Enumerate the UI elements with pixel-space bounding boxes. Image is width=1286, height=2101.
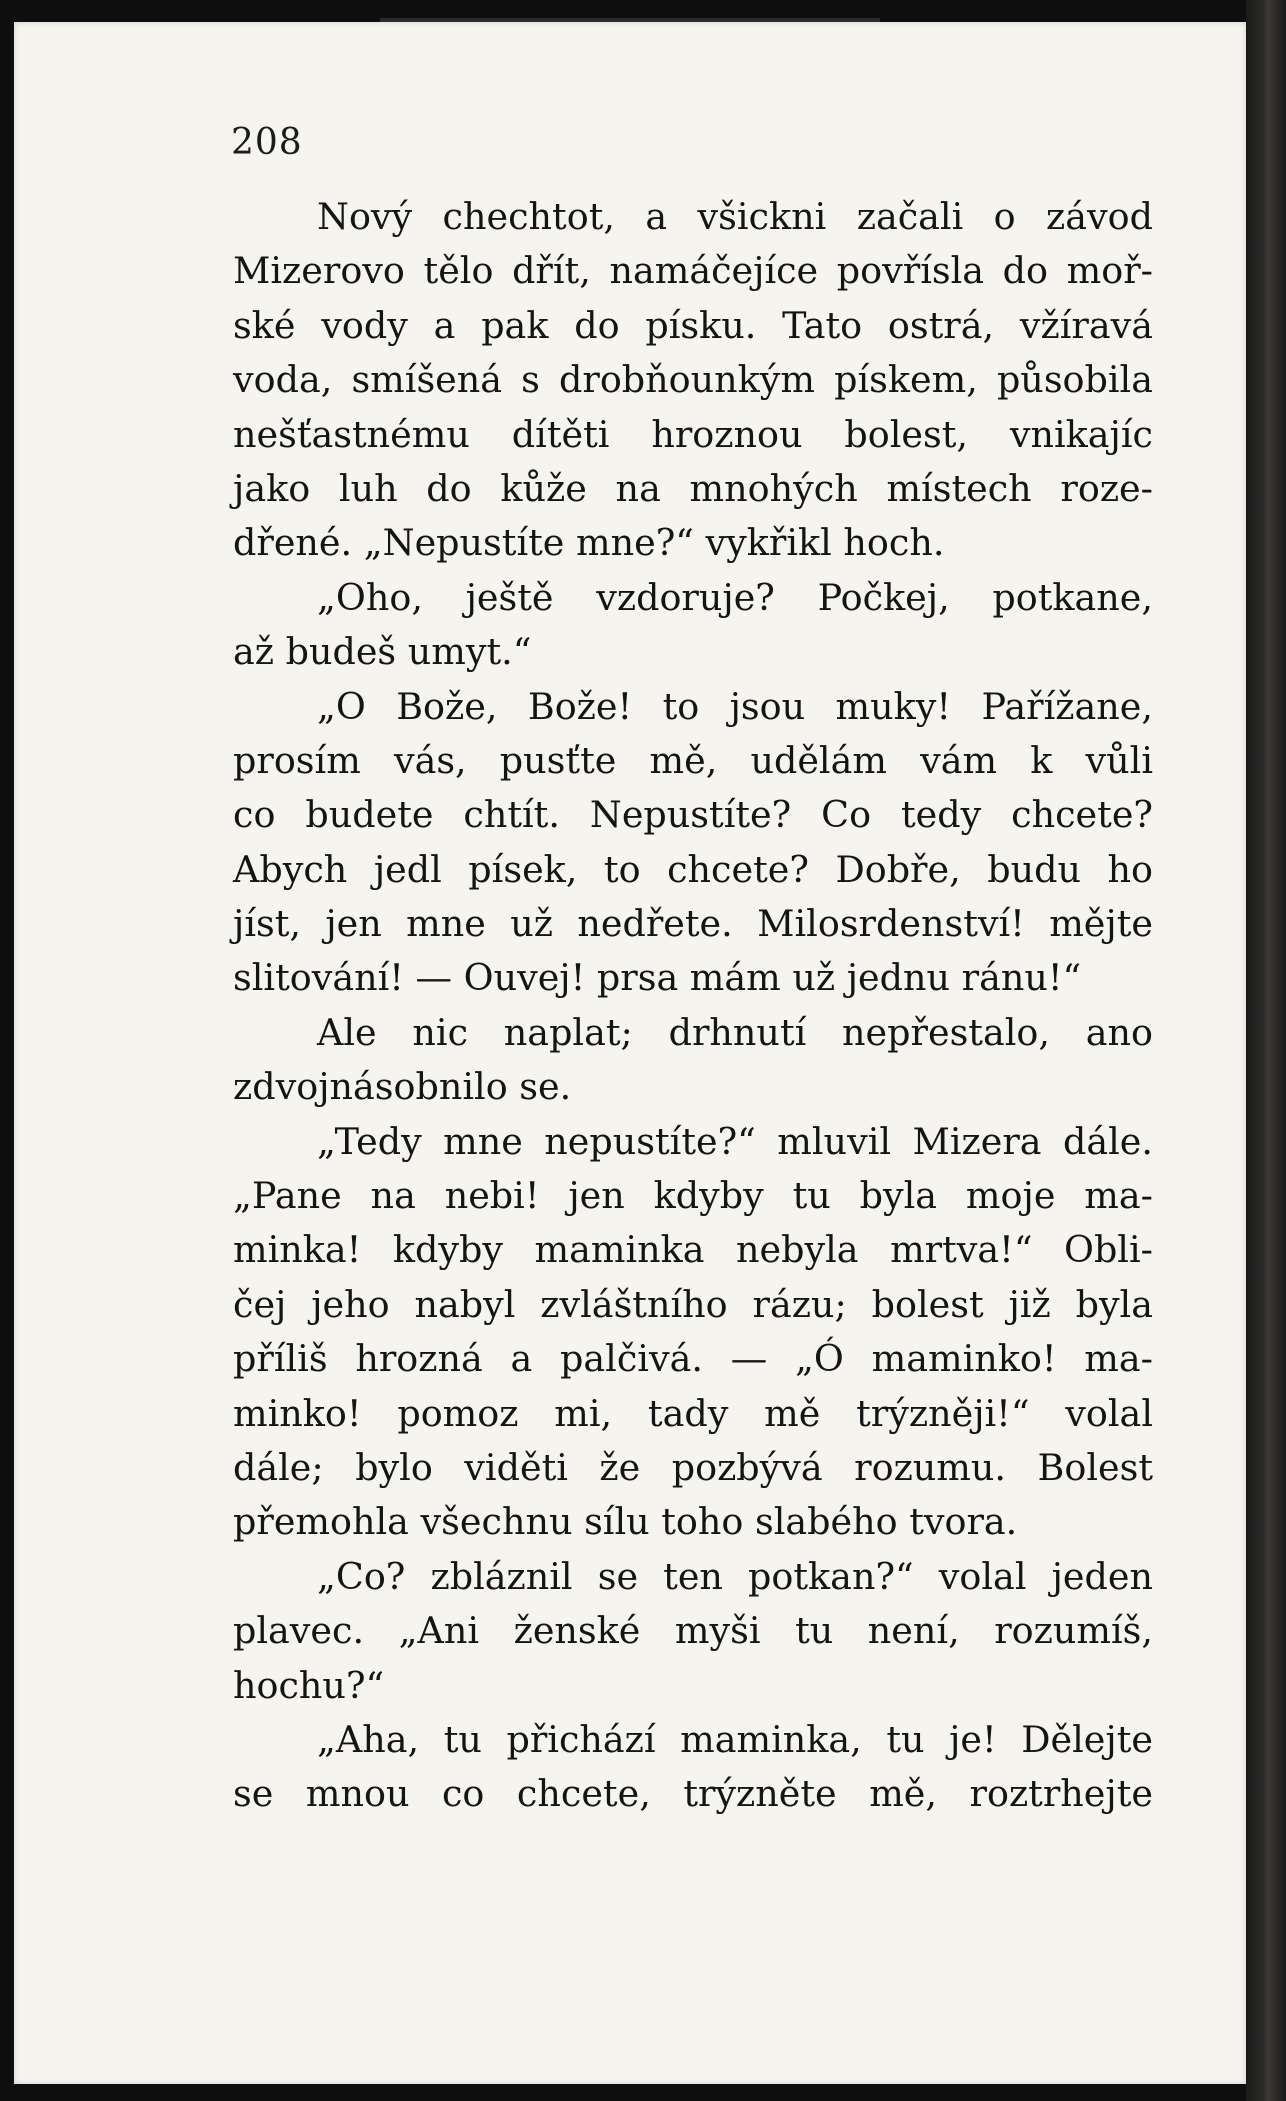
text-line: „Aha, tu přichází maminka, tu je! Dělejte [317, 1717, 1153, 1761]
text-line: plavec. „Ani ženské myši tu není, rozumíš, [233, 1609, 1153, 1653]
text-line: „Co? zbláznil se ten potkan?“ volal jeden [317, 1554, 1153, 1598]
text-line: „Tedy mne nepustíte?“ mluvil Mizera dále. [317, 1119, 1153, 1163]
text-line: „Pane na nebi! jen kdyby tu byla moje ma- [233, 1174, 1153, 1218]
text-line: Nový chechtot, a všickni začali o závod [317, 195, 1153, 238]
text-line: minko! pomoz mi, tady mě trýzněji!“ volal [233, 1391, 1153, 1435]
text-line: dřené. „Nepustíte mne?“ vykřikl hoch. [233, 521, 945, 565]
text-line: co budete chtít. Nepustíte? Co tedy chcete? [233, 793, 1153, 837]
text-line: „Oho, ještě vzdoruje? Počkej, potkane, [317, 575, 1153, 619]
text-line: příliš hrozná a palčivá. — „Ó maminko! ma- [233, 1337, 1153, 1381]
text-line: zdvojnásobnilo se. [233, 1065, 572, 1109]
text-line: Ale nic naplat; drhnutí nepřestalo, ano [317, 1010, 1153, 1054]
text-line: ské vody a pak do písku. Tato ostrá, vžíravá [233, 303, 1153, 347]
text-line: „O Bože, Bože! to jsou muky! Pařížane, [317, 684, 1153, 728]
page-number: 208 [231, 122, 303, 163]
text-line: hochu?“ [233, 1663, 385, 1707]
text-line: dále; bylo viděti že pozbývá rozumu. Bolest [233, 1445, 1153, 1489]
text-line: Mizerovo tělo dřít, namáčejíce povřísla do moř- [233, 249, 1153, 293]
body-text [233, 190, 1153, 1822]
text-line: minka! kdyby maminka nebyla mrtva!“ Obli- [233, 1228, 1153, 1272]
text-line: se mnou co chcete, trýzněte mě, roztrhejte [233, 1772, 1153, 1816]
text-line: čej jeho nabyl zvláštního rázu; bolest již byla [233, 1282, 1153, 1326]
text-line: jíst, jen mne už nedřete. Milosrdenství! mějte [233, 902, 1153, 946]
text-line: nešťastnému dítěti hroznou bolest, vnikajíc [233, 412, 1153, 456]
text-line: Abych jedl písek, to chcete? Dobře, budu ho [233, 847, 1153, 891]
text-line: voda, smíšená s drobňounkým pískem, působila [233, 358, 1153, 402]
text-line: až budeš umyt.“ [233, 630, 532, 674]
text-line: slitování! — Ouvej! prsa mám už jednu ránu!“ [233, 956, 1082, 1000]
text-line: jako luh do kůže na mnohých místech roze- [233, 466, 1153, 510]
binding-edge [1246, 0, 1286, 2101]
text-line: prosím vás, pusťte mě, udělám vám k vůli [233, 738, 1153, 782]
text-line: přemohla všechnu sílu toho slabého tvora. [233, 1500, 1018, 1544]
